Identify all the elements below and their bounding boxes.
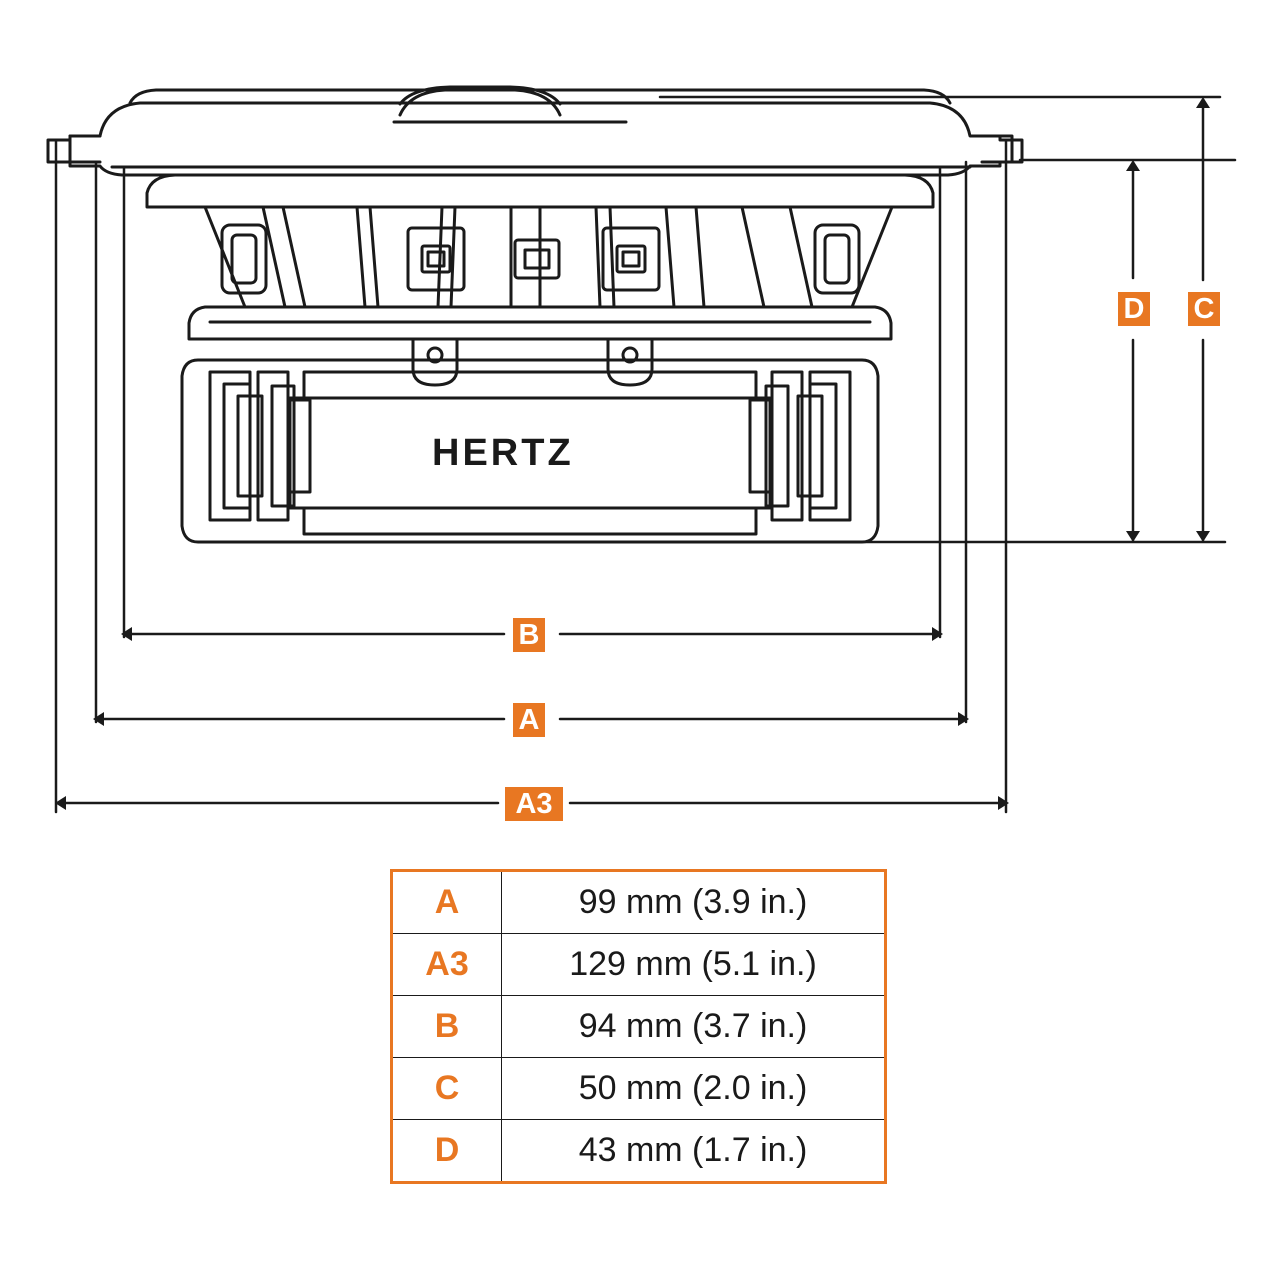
basket-arm-right: [696, 207, 764, 307]
table-cell-value: 129 mm (5.1 in.): [502, 934, 886, 996]
basket-arm-mid-left: [370, 207, 442, 307]
dim-marker-a: A: [513, 703, 545, 737]
terminal-left: [408, 228, 464, 290]
basket-arm-mid-right: [610, 207, 674, 307]
basket-arm-left: [283, 207, 365, 307]
table-cell-value: 43 mm (1.7 in.): [502, 1120, 886, 1183]
dim-marker-c: C: [1188, 292, 1220, 326]
basket-arm-center-left: [451, 207, 511, 307]
table-row: [392, 1120, 886, 1183]
table-cell-value: 50 mm (2.0 in.): [502, 1058, 886, 1120]
table-cell-key: A: [392, 871, 502, 934]
table-row: [392, 871, 886, 934]
table-cell-value: 94 mm (3.7 in.): [502, 996, 886, 1058]
terminal-center: [515, 240, 559, 278]
dim-marker-b: B: [513, 618, 545, 652]
table-cell-key: D: [392, 1120, 502, 1183]
table-row: [392, 996, 886, 1058]
mounting-flange: [48, 103, 1022, 175]
dim-marker-d: D: [1118, 292, 1150, 326]
basket-upper-rim: [147, 175, 933, 207]
dimensions-table: [390, 869, 887, 1184]
table-cell-key: A3: [392, 934, 502, 996]
dim-marker-a3: A3: [505, 787, 563, 821]
table-cell-key: C: [392, 1058, 502, 1120]
table-cell-value: 99 mm (3.9 in.): [502, 871, 886, 934]
table-row: [392, 934, 886, 996]
table-cell-key: B: [392, 996, 502, 1058]
table-row: [392, 1058, 886, 1120]
brand-logo-text: HERTZ: [432, 432, 574, 474]
